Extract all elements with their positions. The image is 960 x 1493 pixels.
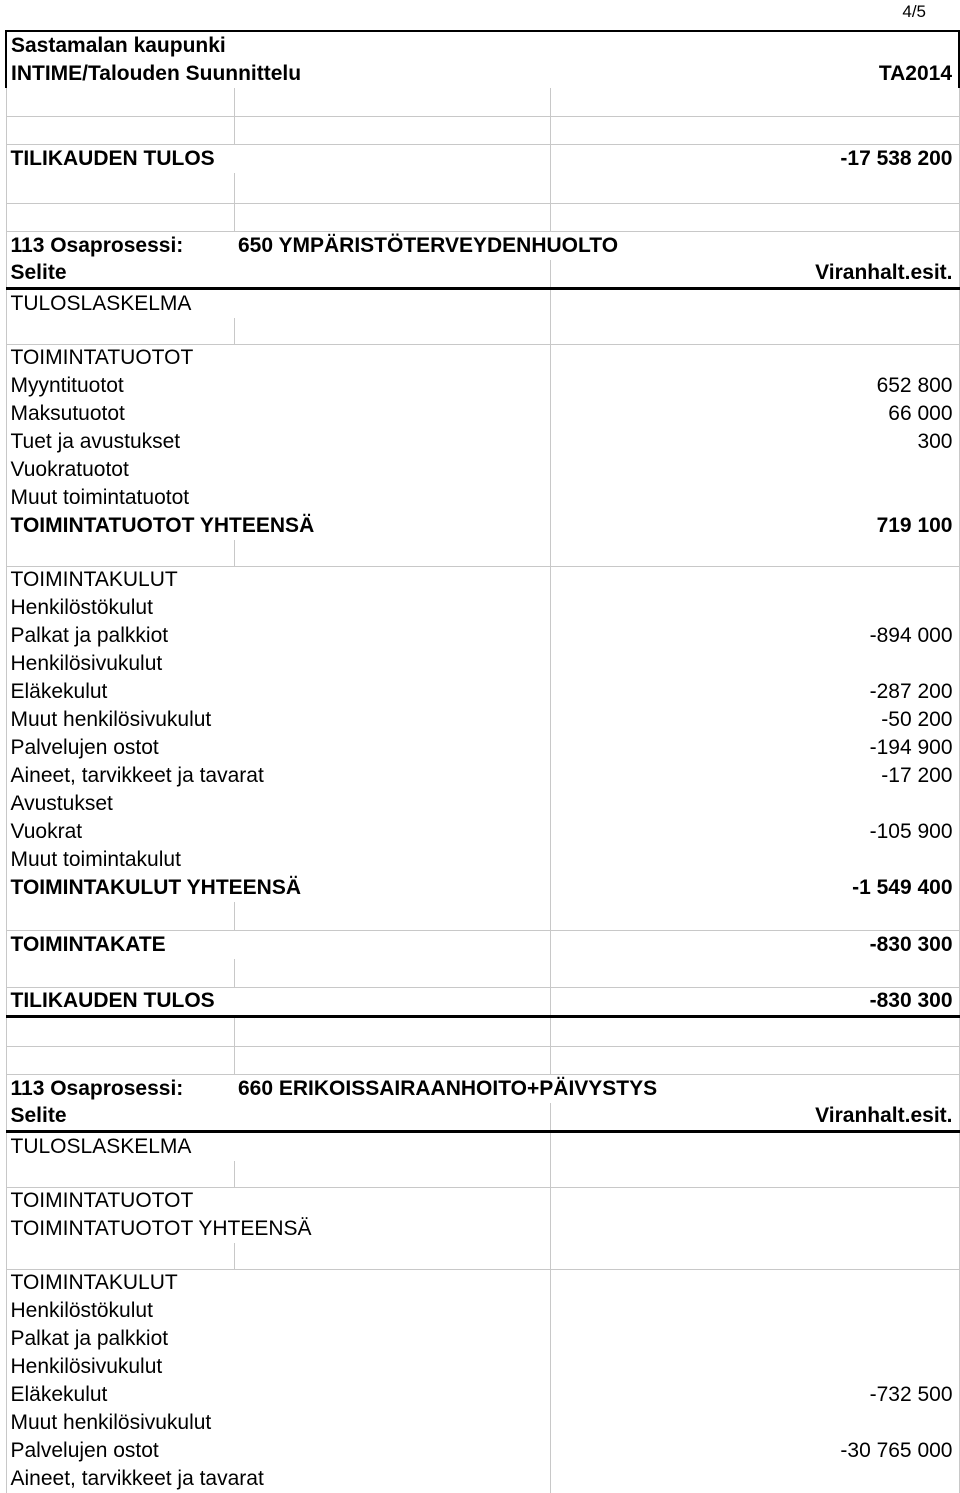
- row-value: 652 800: [550, 372, 959, 400]
- row-value: [550, 1297, 959, 1325]
- row-value: -194 900: [550, 734, 959, 762]
- row-value: [550, 1465, 959, 1493]
- row-label: Muut henkilösivukulut: [6, 1409, 550, 1437]
- row-label: Henkilöstökulut: [6, 594, 550, 622]
- row-label: TOIMINTAKULUT: [6, 1269, 550, 1297]
- row-label: Eläkekulut: [6, 1381, 550, 1409]
- margin-row: [6, 930, 959, 959]
- section-header-row: [6, 231, 959, 260]
- section-prefix: 113 Osaprosessi:: [6, 231, 234, 260]
- row-label: INTIME/Talouden Suunnittelu: [6, 60, 550, 88]
- row-label: TOIMINTAKULUT: [6, 566, 550, 594]
- row-label: TOIMINTATUOTOT: [6, 1187, 550, 1215]
- row-label: Henkilösivukulut: [6, 1353, 550, 1381]
- selite-row: [6, 1103, 959, 1131]
- row-value: [550, 344, 959, 372]
- line-item-row: [6, 1325, 959, 1353]
- row-label: Henkilöstökulut: [6, 1297, 550, 1325]
- row-label: Muut henkilösivukulut: [6, 706, 550, 734]
- line-item-row: [6, 1409, 959, 1437]
- section-prefix: 113 Osaprosessi:: [6, 1074, 234, 1103]
- total-result-row: [6, 144, 959, 173]
- row-value: [550, 594, 959, 622]
- statement-row: [6, 1131, 959, 1161]
- row-label: Vuokratuotot: [6, 456, 550, 484]
- row-label: TULOSLASKELMA: [6, 288, 550, 318]
- line-item-row: [6, 372, 959, 400]
- line-item-row: [6, 762, 959, 790]
- line-item-row: [6, 790, 959, 818]
- row-label: Muut toimintatuotot: [6, 484, 550, 512]
- row-label: Maksutuotot: [6, 400, 550, 428]
- row-label: Selite: [6, 1103, 550, 1131]
- row-label: TOIMINTAKULUT YHTEENSÄ: [6, 874, 550, 902]
- row-label: Henkilösivukulut: [6, 650, 550, 678]
- row-value: -50 200: [550, 706, 959, 734]
- line-item-row: [6, 1465, 959, 1493]
- line-item-row: [6, 1353, 959, 1381]
- line-item-row: [6, 566, 959, 594]
- line-item-row: [6, 734, 959, 762]
- row-value: 66 000: [550, 400, 959, 428]
- row-value: -17 538 200: [550, 144, 959, 173]
- empty-row: [6, 318, 959, 344]
- row-label: Eläkekulut: [6, 678, 550, 706]
- empty-row: [6, 1243, 959, 1269]
- empty-row: [6, 1046, 959, 1074]
- row-label: Myyntituotot: [6, 372, 550, 400]
- row-value: [550, 456, 959, 484]
- empty-row: [6, 203, 959, 231]
- page-number: 4/5: [902, 2, 926, 21]
- line-item-row: [6, 1215, 959, 1243]
- line-item-row: [6, 456, 959, 484]
- row-value: TA2014: [550, 60, 959, 88]
- line-item-row: [6, 818, 959, 846]
- line-item-row: [6, 1437, 959, 1465]
- row-value: [550, 1269, 959, 1297]
- row-label: Sastamalan kaupunki: [6, 31, 550, 60]
- empty-row: [6, 959, 959, 987]
- row-value: [550, 1409, 959, 1437]
- row-value: [550, 1215, 959, 1243]
- row-value: Viranhalt.esit.: [550, 1103, 959, 1131]
- line-item-row: [6, 678, 959, 706]
- row-value: -894 000: [550, 622, 959, 650]
- row-value: [550, 566, 959, 594]
- row-value: [550, 1353, 959, 1381]
- header-org-row: [6, 31, 959, 60]
- line-item-row: [6, 1297, 959, 1325]
- row-value: -17 200: [550, 762, 959, 790]
- line-item-row: [6, 650, 959, 678]
- line-item-row: [6, 1381, 959, 1409]
- row-value: [550, 1325, 959, 1353]
- line-item-row: [6, 428, 959, 456]
- row-value: -105 900: [550, 818, 959, 846]
- line-item-row: [6, 594, 959, 622]
- row-value: -830 300: [550, 987, 959, 1016]
- line-item-row: [6, 344, 959, 372]
- row-value: -830 300: [550, 930, 959, 959]
- row-value: -30 765 000: [550, 1437, 959, 1465]
- row-label: Aineet, tarvikkeet ja tavarat: [6, 1465, 550, 1493]
- empty-row: [6, 173, 959, 203]
- line-item-row: [6, 512, 959, 540]
- row-label: Selite: [6, 260, 550, 288]
- row-label: Avustukset: [6, 790, 550, 818]
- empty-row: [6, 540, 959, 566]
- row-label: Muut toimintakulut: [6, 846, 550, 874]
- row-value: [550, 650, 959, 678]
- row-label: TILIKAUDEN TULOS: [6, 144, 550, 173]
- line-item-row: [6, 622, 959, 650]
- row-value: Viranhalt.esit.: [550, 260, 959, 288]
- line-item-row: [6, 400, 959, 428]
- section-header-row: [6, 1074, 959, 1103]
- row-label: TOIMINTAKATE: [6, 930, 550, 959]
- line-item-row: [6, 484, 959, 512]
- row-label: TOIMINTATUOTOT: [6, 344, 550, 372]
- section-name: 650 YMPÄRISTÖTERVEYDENHUOLTO: [234, 231, 959, 260]
- empty-row: [6, 88, 959, 116]
- row-value: -1 549 400: [550, 874, 959, 902]
- empty-row: [6, 902, 959, 930]
- row-value: -287 200: [550, 678, 959, 706]
- row-value: [550, 1187, 959, 1215]
- header-dept-row: [6, 60, 959, 88]
- row-label: Tuet ja avustukset: [6, 428, 550, 456]
- row-label: Palvelujen ostot: [6, 734, 550, 762]
- statement-row: [6, 288, 959, 318]
- row-label: Palvelujen ostot: [6, 1437, 550, 1465]
- empty-row: [6, 116, 959, 144]
- row-value: [550, 846, 959, 874]
- row-value: 300: [550, 428, 959, 456]
- row-label: Vuokrat: [6, 818, 550, 846]
- section-result-row: [6, 987, 959, 1016]
- row-label: Aineet, tarvikkeet ja tavarat: [6, 762, 550, 790]
- line-item-row: [6, 846, 959, 874]
- section-name: 660 ERIKOISSAIRAANHOITO+PÄIVYSTYS: [234, 1074, 959, 1103]
- row-label: TOIMINTATUOTOT YHTEENSÄ: [6, 1215, 550, 1243]
- row-value: -732 500: [550, 1381, 959, 1409]
- line-item-row: [6, 1187, 959, 1215]
- row-label: TULOSLASKELMA: [6, 1131, 550, 1161]
- row-label: TILIKAUDEN TULOS: [6, 987, 550, 1016]
- line-item-row: [6, 1269, 959, 1297]
- line-item-row: [6, 874, 959, 902]
- line-item-row: [6, 706, 959, 734]
- row-value: [550, 484, 959, 512]
- empty-row: [6, 1161, 959, 1187]
- row-value: [550, 790, 959, 818]
- row-label: Palkat ja palkkiot: [6, 1325, 550, 1353]
- selite-row: [6, 260, 959, 288]
- budget-table: [5, 30, 960, 1493]
- empty-row: [6, 1016, 959, 1046]
- row-label: TOIMINTATUOTOT YHTEENSÄ: [6, 512, 550, 540]
- row-value: 719 100: [550, 512, 959, 540]
- row-label: Palkat ja palkkiot: [6, 622, 550, 650]
